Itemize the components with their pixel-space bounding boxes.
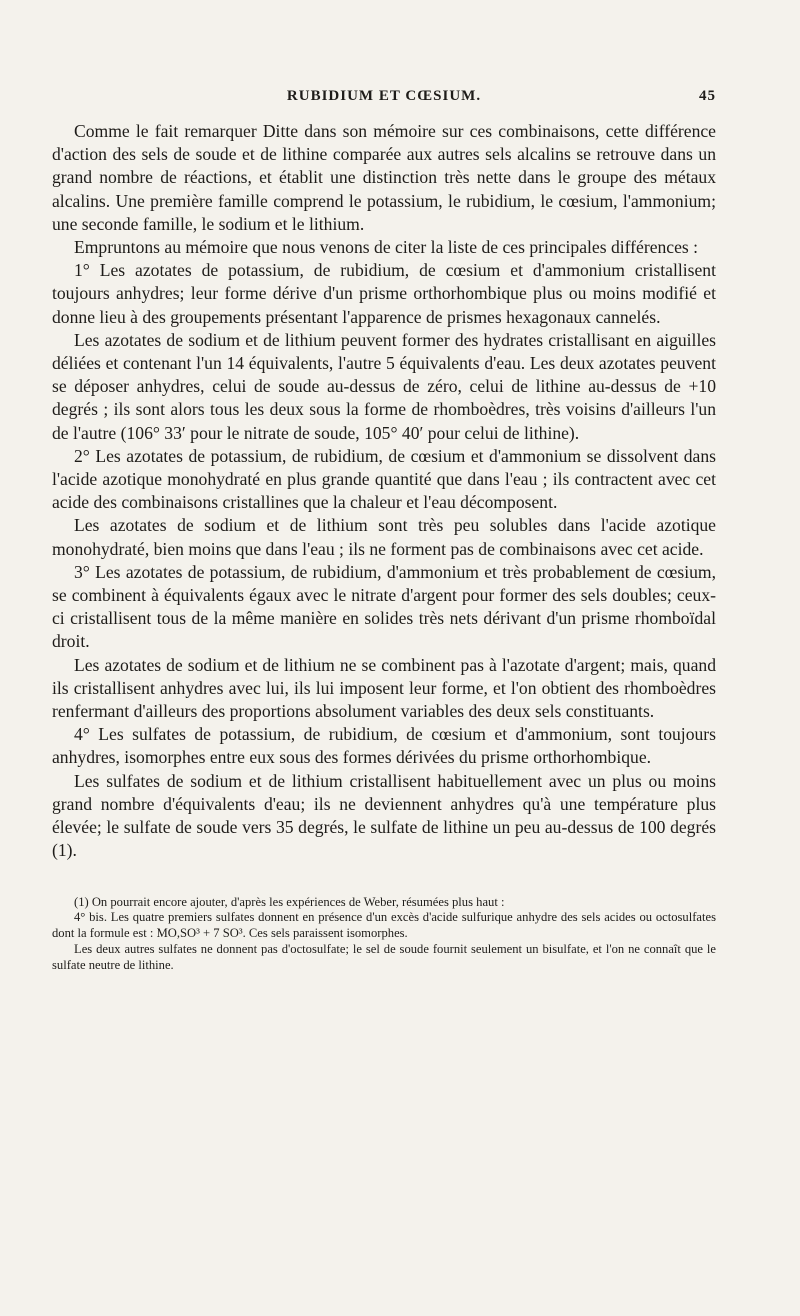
paragraph: Comme le fait remarquer Ditte dans son mémoire sur ces combinaisons, cette différence d'action des sels de soude et de lithine comparée aux autres sels alcalins se retrouve dans un grand nombre de réactions, et établit une distinction très nette dans le groupe des métaux alcalins. Une première famille comprend le potassium, le rubidium, le cœsium, l'ammonium; une seconde famille, le sodium et le lithium. [52, 121, 716, 234]
paragraph: Les azotates de sodium et de lithium ne se combinent pas à l'azotate d'argent; mais, quand ils cristallisent anhydres avec lui, ils lui imposent leur forme, et l'on obtient des rhomboèdres renfermant d'ailleurs des proportions absolument variables des deux sels constituants. [52, 654, 716, 722]
paragraph: Les azotates de sodium et de lithium sont très peu solubles dans l'acide azotique monohydraté, bien moins que dans l'eau ; ils ne forment pas de combinaisons avec cet acide. [52, 515, 716, 559]
paragraph: 4° Les sulfates de potassium, de rubidium, de cœsium et d'ammonium, sont toujours anhydres, isomorphes entre eux sous des formes dérivées du prisme orthorhombique. [52, 724, 716, 768]
paragraph: 2° Les azotates de potassium, de rubidium, de cœsium et d'ammonium se dissolvent dans l'acide azotique monohydraté en plus grande quantité que dans l'eau ; ils contractent avec cet acide des combinaisons cristallines que la chaleur et l'eau décomposent. [52, 445, 716, 513]
paragraph: Les azotates de sodium et de lithium peuvent former des hydrates cristallisant en aiguilles déliées et contenant l'un 14 équivalents, l'autre 5 équivalents d'eau. Les deux azotates peuvent se déposer anhydres, celui de soude au-dessus de zéro, celui de lithine au-dessus de +10 degrés ; ils sont alors tous les deux sous la forme de rhomboèdres, très voisins d'ailleurs l'un de l'autre (106° 33′ pour le nitrate de soude, 105° 40′ pour celui de lithine). [52, 329, 716, 443]
footnote: 4° bis. Les quatre premiers sulfates donnent en présence d'un excès d'acide sulfurique anhydre des sels acides ou octosulfates dont la formule est : MO,SO³ + 7 SO³. Ces sels paraissent isomorphes. [52, 910, 716, 941]
body-text [52, 120, 716, 863]
paragraph: 3° Les azotates de potassium, de rubidium, d'ammonium et très probablement de cœsium, se combinent à équivalents égaux avec le nitrate d'argent pour former des sels doubles; ceux-ci cristallisent tous de la même manière en solides très nets dérivant d'un prisme rhomboïdal droit. [52, 561, 716, 652]
footnote: Les deux autres sulfates ne donnent pas d'octosulfate; le sel de soude fournit seulement un bisulfate, et l'on ne connaît que le sulfate neutre de lithine. [52, 941, 716, 972]
paragraph: 1° Les azotates de potassium, de rubidium, de cœsium et d'ammonium cristallisent toujours anhydres; leur forme dérive d'un prisme orthorhombique plus ou moins modifié et donne lieu à des groupements présentant l'apparence de prismes hexagonaux cannelés. [52, 260, 716, 327]
page-number: 45 [699, 88, 716, 104]
running-head [52, 88, 716, 110]
footnotes [52, 895, 716, 974]
paragraph: Empruntons au mémoire que nous venons de citer la liste de ces principales différences : [74, 237, 699, 258]
running-title: RUBIDIUM ET CŒSIUM. [286, 88, 482, 104]
paragraph: Les sulfates de sodium et de lithium cristallisent habituellement avec un plus ou moins grand nombre d'équivalents d'eau; ils ne deviennent anhydres qu'à une température plus élevée; le sulfate de soude vers 35 degrés, le sulfate de lithine un peu au-dessus de 100 degrés (1). [52, 770, 716, 861]
footnote: (1) On pourrait encore ajouter, d'après les expériences de Weber, résumées plus haut : [74, 894, 505, 909]
